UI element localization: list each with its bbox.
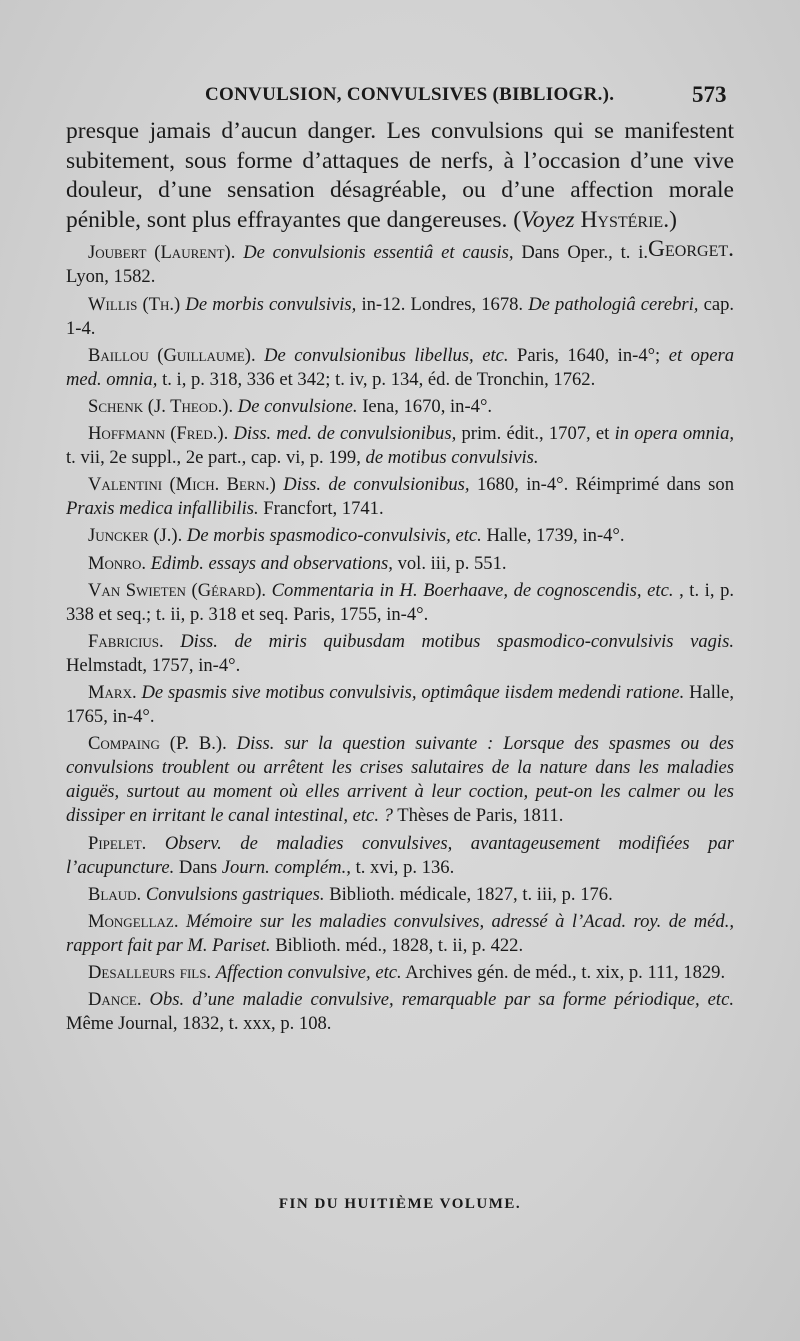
volume-end-note: FIN DU HUITIÈME VOLUME. bbox=[278, 1196, 522, 1212]
entry-title: Diss. de miris quibusdam motibus spasmodico-convulsivis vagis. bbox=[180, 630, 734, 652]
entry-details: prim. édit., 1707, et bbox=[461, 423, 610, 445]
entry-title: De convulsionibus libellus, etc. bbox=[264, 344, 509, 366]
entry-title: De convulsionis essentiâ et causis, bbox=[243, 242, 514, 264]
entry-details: t. xvi, p. 136. bbox=[355, 856, 455, 878]
bibliography-entry bbox=[66, 524, 734, 548]
running-head: CONVULSION, CONVULSIVES (BIBLIOGR.). bbox=[205, 84, 615, 105]
entry-details: Iena, 1670, in-4°. bbox=[362, 395, 493, 417]
entry-title: De spasmis sive motibus convulsivis, optimâque iisdem medendi ratione. bbox=[141, 681, 685, 703]
bibliography-entry bbox=[66, 422, 734, 470]
entry-author: Baillou (Guillaume). bbox=[88, 344, 256, 366]
bibliography-entry bbox=[66, 395, 734, 419]
entry-author: Dance. bbox=[88, 989, 142, 1011]
entry-title: De morbis convulsivis, bbox=[185, 293, 357, 315]
entry-details: Biblioth. médicale, 1827, t. iii, p. 176. bbox=[329, 883, 613, 905]
page-header bbox=[0, 82, 800, 112]
entry-title: Praxis medica infallibilis. bbox=[66, 498, 259, 520]
entry-details: 1680, in-4°. Réimprimé dans son bbox=[476, 474, 734, 496]
bibliography-entry bbox=[66, 344, 734, 392]
see-word: Voyez bbox=[521, 206, 575, 233]
entry-title: Edimb. essays and observations, bbox=[150, 552, 393, 574]
entry-author: Blaud. bbox=[88, 883, 142, 905]
bibliography-entry bbox=[66, 241, 734, 289]
entry-details: t. vii, 2e suppl., 2e part., cap. vi, p. 199, bbox=[66, 447, 361, 469]
entry-title: De convulsione. bbox=[237, 395, 358, 417]
entry-title: in opera omnia, bbox=[614, 423, 735, 445]
entry-title: Convulsions gastriques. bbox=[145, 883, 325, 905]
entry-title: Affection convulsive, etc. bbox=[215, 962, 402, 983]
entry-details: Thèses de Paris, 1811. bbox=[397, 805, 564, 827]
entry-details: t. i, p. 318, 336 et 342; t. iv, p. 134, éd. de Tronchin, 1762. bbox=[162, 368, 596, 390]
bibliography-entry bbox=[66, 473, 734, 521]
entry-details: Halle, 1765, in-4°. bbox=[66, 681, 734, 728]
entry-details: Dans Oper., t. i. Lyon, 1582. bbox=[66, 242, 649, 288]
entry-details: Helmstadt, 1757, in-4°. bbox=[66, 654, 241, 676]
entry-details: Halle, 1739, in-4°. bbox=[486, 525, 625, 547]
bibliography-entry bbox=[66, 630, 734, 678]
see-target: Hystérie.) bbox=[574, 206, 677, 233]
bibliography-entry bbox=[66, 732, 734, 828]
bibliography-entry bbox=[66, 293, 734, 341]
entry-author: Marx. bbox=[88, 681, 137, 703]
bibliography-entry bbox=[66, 552, 734, 576]
entry-title: Commentaria in H. Boerhaave, de cognoscendis, etc. bbox=[271, 579, 674, 601]
entry-title: Diss. med. de convulsionibus, bbox=[233, 423, 457, 445]
entry-title: Diss. de convulsionibus, bbox=[283, 474, 470, 496]
entry-author: Fabricius. bbox=[88, 630, 164, 652]
entry-title: Diss. sur la question suivante : Lorsque des spasmes ou des convulsions troublent ou arrêtent les crises salutaires de la nature dans les maladies aiguës, surtout au moment où elles arrivent à leur coction, peut-on les calmer ou les dissiper en irritant le canal intestinal, etc. ? bbox=[66, 733, 734, 827]
entry-details: Biblioth. méd., 1828, t. ii, p. 422. bbox=[275, 934, 524, 956]
entry-details: Archives gén. de méd., t. xix, p. 111, 1829. bbox=[405, 962, 726, 983]
page-body bbox=[66, 117, 734, 1039]
entry-author: Valentini (Mich. Bern.) bbox=[88, 474, 276, 496]
entry-title: Observ. de maladies convulsives, avantageusement modifiées par l’acupuncture. bbox=[66, 832, 734, 878]
article-author: Georget. bbox=[648, 236, 734, 263]
entry-details: cap. 1-4. bbox=[66, 293, 735, 339]
entry-title: Obs. d’une maladie convulsive, remarquable par sa forme périodique, etc. bbox=[149, 989, 734, 1011]
entry-author: Monro. bbox=[88, 552, 147, 574]
bibliography-entry bbox=[66, 961, 734, 985]
bibliography-entry bbox=[66, 832, 734, 880]
entry-author: Mongellaz. bbox=[88, 910, 179, 932]
entry-title: De pathologiâ cerebri, bbox=[528, 293, 699, 315]
entry-details: in-12. Londres, 1678. bbox=[361, 293, 524, 315]
entry-title: et opera med. omnia, bbox=[66, 344, 735, 390]
bibliography-entry bbox=[66, 910, 734, 958]
entry-author: Compaing (P. B.). bbox=[88, 733, 227, 755]
entry-author: Juncker (J.). bbox=[88, 525, 183, 547]
entry-title: De morbis spasmodico-convulsivis, etc. bbox=[186, 525, 482, 547]
bibliography-entry bbox=[66, 883, 734, 907]
entry-author: Joubert (Laurent). bbox=[88, 242, 236, 264]
bibliography-entry bbox=[66, 988, 734, 1036]
page-number: 573 bbox=[692, 82, 727, 107]
entry-author: Willis (Th.) bbox=[88, 293, 181, 315]
entry-author: Schenk (J. Theod.). bbox=[88, 395, 234, 417]
entry-author: Van Swieten (Gérard). bbox=[88, 579, 267, 601]
entry-title: de motibus convulsivis. bbox=[365, 447, 539, 469]
entry-details: vol. iii, p. 551. bbox=[397, 552, 507, 574]
bibliography-entry bbox=[66, 681, 734, 729]
entry-details: Même Journal, 1832, t. xxx, p. 108. bbox=[66, 1013, 332, 1035]
bibliography-entry bbox=[66, 579, 734, 627]
intro-text: presque jamais d’aucun danger. Les convulsions qui se manifestent subitement, sous forme d’attaques de nerfs, à l’occasion d’une vive douleur, d’une sensation désagréable, ou d’une affection morale pénible, sont plus effrayantes que dangereuses. ( bbox=[66, 118, 734, 233]
entry-details: Paris, 1640, in-4°; bbox=[517, 344, 661, 366]
entry-title: Journ. complém., bbox=[221, 856, 351, 878]
entry-title: Mémoire sur les maladies convulsives, adressé à l’Acad. roy. de méd., rapport fait par M. Pariset. bbox=[66, 910, 734, 956]
entry-author: Hoffmann (Fred.). bbox=[88, 423, 229, 445]
entry-details: Dans bbox=[178, 856, 218, 878]
entry-details: , t. i, p. 338 et seq.; t. ii, p. 318 et seq. Paris, 1755, in-4°. bbox=[66, 579, 735, 625]
entry-details: Francfort, 1741. bbox=[263, 498, 384, 520]
bibliography-list bbox=[66, 241, 734, 1036]
entry-author: Pipelet. bbox=[88, 832, 147, 854]
entry-author: Desalleurs fils. bbox=[88, 962, 212, 983]
